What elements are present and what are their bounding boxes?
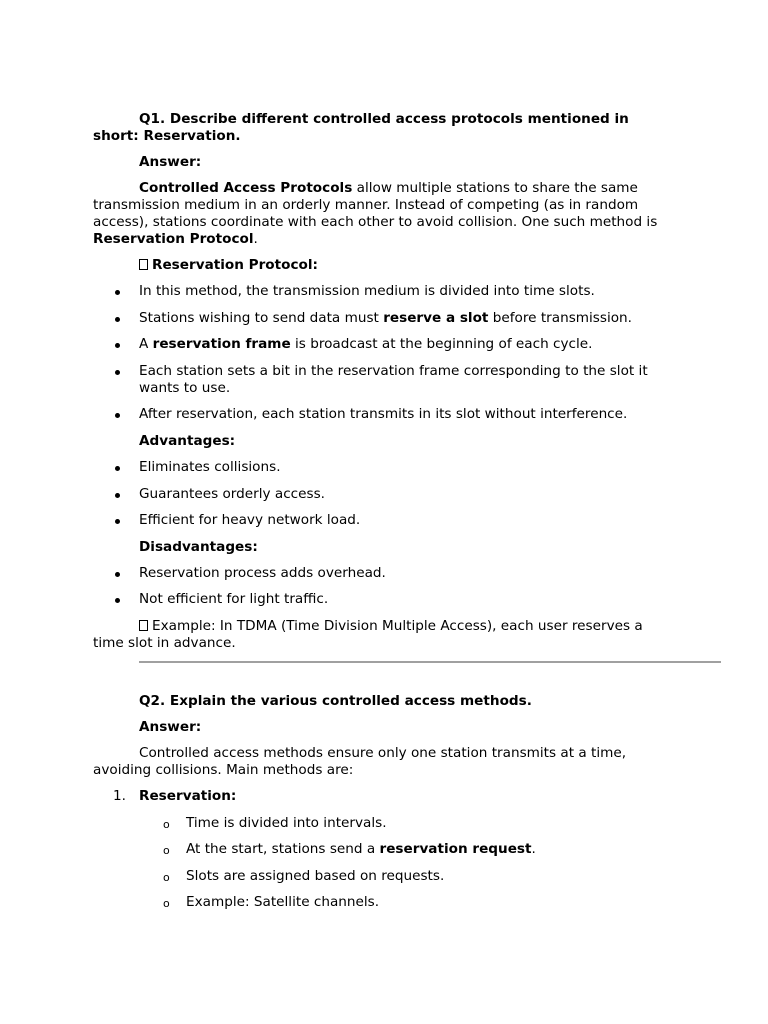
circle-bullet-icon: o: [163, 870, 170, 884]
q2-intro: Controlled access methods ensure only one station transmits at a time, avoiding collisions. Main methods are:: [93, 744, 627, 778]
list-item: Reservation process adds overhead.: [93, 565, 673, 582]
list-number: 1.: [113, 787, 126, 804]
q1-points-list: [93, 283, 673, 423]
document-page: [93, 111, 673, 921]
section-divider: [139, 661, 721, 663]
bullet-icon: [115, 290, 120, 295]
bullet-icon: [115, 370, 120, 375]
list-item: In this method, the transmission medium is divided into time slots.: [93, 283, 673, 300]
circle-bullet-icon: o: [163, 897, 170, 911]
bullet-icon: [115, 493, 120, 498]
checkbox-icon: [139, 620, 148, 631]
bullet-icon: [115, 519, 120, 524]
circle-bullet-icon: o: [163, 844, 170, 858]
disadvantages-heading: Disadvantages:: [139, 538, 258, 555]
advantages-heading: Advantages:: [139, 432, 236, 449]
list-item: Not efficient for light traffic.: [93, 591, 673, 608]
disadvantages-list: [93, 565, 673, 609]
bullet-icon: [115, 598, 120, 603]
q2-sub-points-list: [93, 815, 673, 912]
list-item: Efficient for heavy network load.: [93, 512, 673, 529]
list-item: 1. Reservation:: [113, 787, 237, 804]
list-item: o At the start, stations send a reservation request.: [163, 841, 536, 858]
advantages-list: [93, 459, 673, 529]
q2-title: Q2. Explain the various controlled access methods.: [139, 692, 532, 709]
list-item: Eliminates collisions.: [93, 459, 673, 476]
q1-intro: Controlled Access Protocols allow multiple stations to share the same transmission medium in an orderly manner. Instead of competing (as in random access), stations coordinate with each other to avoid collision. One such method is Reservation Protocol.: [93, 180, 658, 247]
list-item: o Slots are assigned based on requests.: [163, 867, 445, 884]
bullet-icon: [115, 413, 120, 418]
list-item: Guarantees orderly access.: [93, 486, 673, 503]
list-item: o Example: Satellite channels.: [163, 894, 380, 911]
q1-title: Q1. Describe different controlled access protocols mentioned in short: Reservation.: [93, 111, 629, 144]
checkbox-icon: [139, 259, 148, 270]
bullet-icon: [115, 317, 120, 322]
list-item: After reservation, each station transmits in its slot without interference.: [93, 406, 673, 423]
q1-answer-label: Answer:: [139, 154, 202, 170]
bullet-icon: [115, 572, 120, 577]
list-item: A reservation frame is broadcast at the beginning of each cycle.: [93, 336, 673, 353]
q2-methods-list: [93, 788, 673, 805]
list-item: o Time is divided into intervals.: [163, 814, 387, 831]
list-item: Each station sets a bit in the reservation frame corresponding to the slot it wants to use.: [93, 363, 673, 397]
bullet-icon: [115, 343, 120, 348]
q1-section-heading: Reservation Protocol:: [93, 257, 673, 274]
circle-bullet-icon: o: [163, 817, 170, 831]
list-item: Stations wishing to send data must reserve a slot before transmission.: [93, 310, 673, 327]
q2-answer-label: Answer:: [139, 718, 202, 735]
bullet-icon: [115, 466, 120, 471]
q1-example: Example: In TDMA (Time Division Multiple Access), each user reserves a time slot in advance.: [93, 617, 643, 651]
